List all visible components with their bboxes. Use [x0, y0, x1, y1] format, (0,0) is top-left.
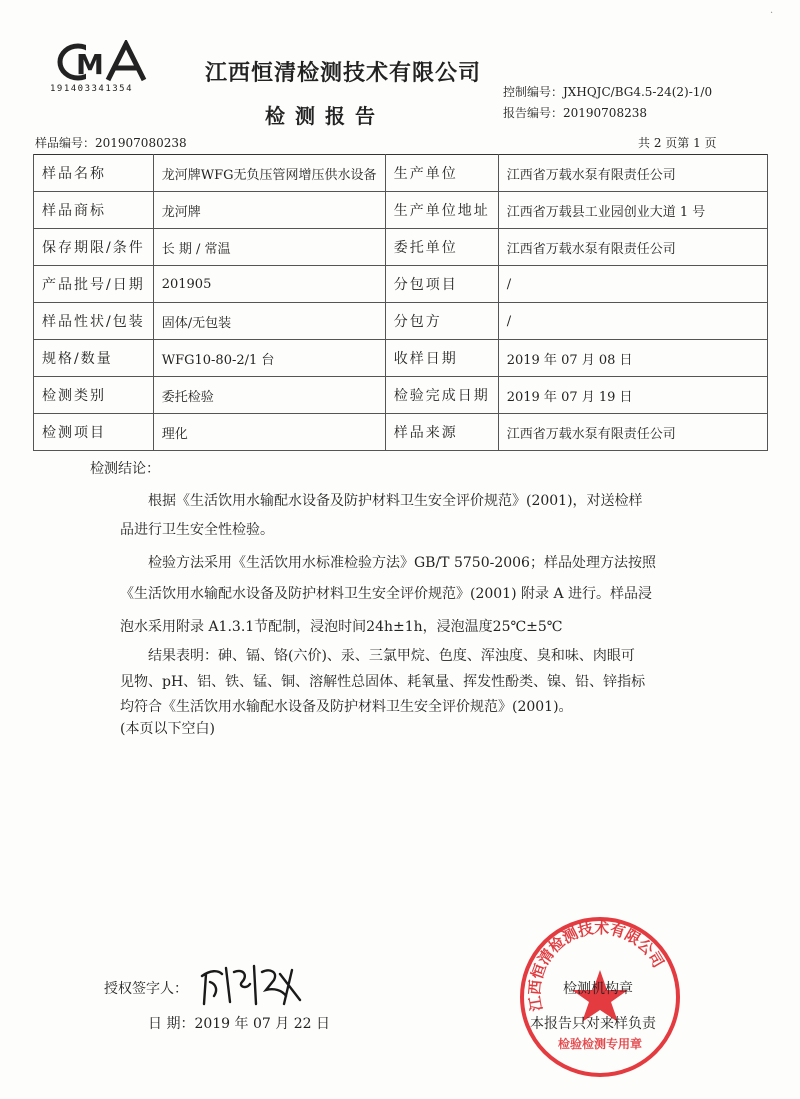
- conclusion-text: 检验方法采用《生活饮用水标准检验方法》GB/T 5750-2006；样品处理方法按照: [148, 555, 656, 571]
- seal-text: 江西恒清检测技术有限公司: [525, 919, 668, 1013]
- conclusion-text: 见物、pH、铝、铁、锰、铜、溶解性总固体、耗氧量、挥发性酚类、镍、铅、锌指标: [120, 674, 646, 690]
- sample-number: 样品编号：201907080238: [35, 136, 187, 150]
- table-row: [34, 340, 768, 377]
- conclusion-text: 泡水采用附录 A1.3.1节配制，浸泡时间24h±1h，浸泡温度25℃±5℃: [120, 619, 563, 635]
- svg-text:M: M: [76, 48, 104, 81]
- field-value: /: [498, 266, 767, 303]
- handwritten-signature: [196, 960, 306, 1010]
- table-row: [34, 266, 768, 303]
- field-label: 样品来源: [385, 414, 498, 451]
- field-label: 样品商标: [34, 192, 154, 229]
- field-label: 保存期限/条件: [34, 229, 154, 266]
- table-row: [34, 155, 768, 192]
- field-label: 生产单位地址: [385, 192, 498, 229]
- table-row: [34, 303, 768, 340]
- table-row: [34, 414, 768, 451]
- control-number: 控制编号：JXHQJC/BG4.5-24(2)-1/0: [503, 85, 713, 99]
- report-number: 报告编号：20190708238: [503, 106, 647, 120]
- field-value: /: [498, 303, 767, 340]
- table-row: [34, 377, 768, 414]
- cma-number: 191403341354: [50, 84, 134, 94]
- field-value: 固体/无包装: [153, 303, 385, 340]
- page-info: 共 2 页第 1 页: [638, 136, 717, 150]
- field-value: 龙河牌WFG无负压管网增压供水设备: [153, 155, 385, 192]
- field-label: 检测类别: [34, 377, 154, 414]
- table-row: [34, 229, 768, 266]
- field-value: 201905: [153, 266, 385, 303]
- institution-seal-label: 检测机构章: [563, 981, 633, 997]
- field-value: 江西省万载水泵有限责任公司: [498, 414, 767, 451]
- field-value: 江西省万载水泵有限责任公司: [498, 229, 767, 266]
- company-name: 江西恒清检测技术有限公司: [205, 61, 482, 86]
- authorized-signatory-label: 授权签字人：: [104, 981, 188, 997]
- conclusion-text: 结果表明：砷、镉、铬(六价)、汞、三氯甲烷、色度、浑浊度、臭和味、肉眼可: [148, 648, 635, 664]
- field-label: 分包方: [385, 303, 498, 340]
- field-value: 理化: [153, 414, 385, 451]
- field-label: 检测项目: [34, 414, 154, 451]
- field-label: 规格/数量: [34, 340, 154, 377]
- field-value: 江西省万载县工业园创业大道 1 号: [498, 192, 767, 229]
- report-date: 日 期：2019 年 07 月 22 日: [148, 1016, 330, 1032]
- table-row: [34, 192, 768, 229]
- field-value: 委托检验: [153, 377, 385, 414]
- report-title: 检测报告: [265, 104, 385, 128]
- conclusion-text: 品进行卫生安全性检验。: [120, 522, 274, 538]
- field-label: 样品性状/包装: [34, 303, 154, 340]
- conclusion-text: 《生活饮用水输配水设备及防护材料卫生安全评价规范》(2001) 附录 A 进行。样品浸: [120, 586, 653, 602]
- conclusion-text: 均符合《生活饮用水输配水设备及防护材料卫生安全评价规范》(2001)。: [120, 699, 573, 715]
- field-value: 龙河牌: [153, 192, 385, 229]
- scan-mark: ·: [770, 8, 774, 19]
- field-label: 产品批号/日期: [34, 266, 154, 303]
- responsibility-note: 本报告只对来样负责: [530, 1016, 656, 1032]
- conclusion-title: 检测结论：: [90, 461, 160, 477]
- field-label: 委托单位: [385, 229, 498, 266]
- blank-note: (本页以下空白): [120, 721, 215, 737]
- field-label: 样品名称: [34, 155, 154, 192]
- sample-info-table: [33, 154, 768, 451]
- field-label: 收样日期: [385, 340, 498, 377]
- field-value: 2019 年 07 月 19 日: [498, 377, 767, 414]
- field-label: 生产单位: [385, 155, 498, 192]
- field-value: 2019 年 07 月 08 日: [498, 340, 767, 377]
- field-value: 长 期 / 常温: [153, 229, 385, 266]
- field-value: 江西省万载水泵有限责任公司: [498, 155, 767, 192]
- field-value: WFG10-80-2/1 台: [153, 340, 385, 377]
- conclusion-text: 根据《生活饮用水输配水设备及防护材料卫生安全评价规范》(2001)，对送检样: [148, 493, 643, 509]
- field-label: 分包项目: [385, 266, 498, 303]
- seal-subtext: 检验检测专用章: [557, 1037, 643, 1051]
- field-label: 检验完成日期: [385, 377, 498, 414]
